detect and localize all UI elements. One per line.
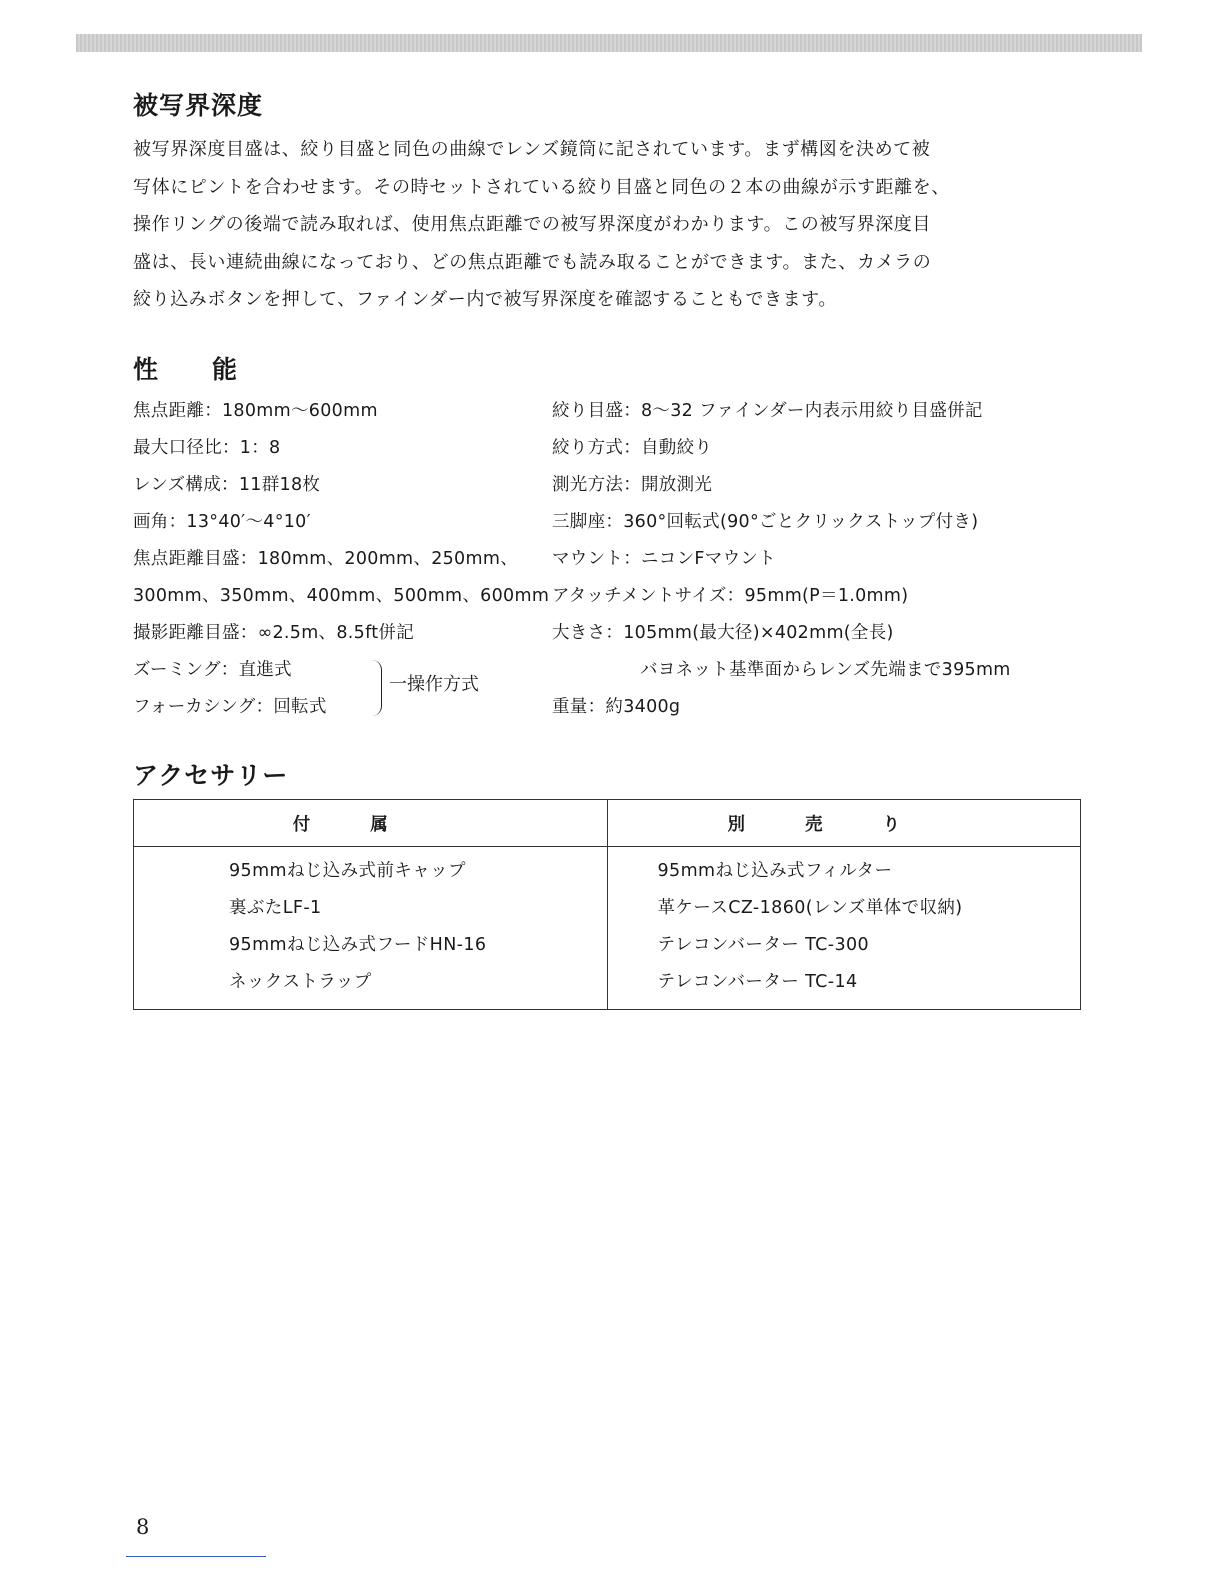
list-item: テレコンバーター TC-300: [657, 935, 870, 955]
depth-of-field-paragraph: [133, 131, 1093, 319]
spec-aperture-scale: 絞り目盛：8～32 ファインダー内表示用絞り目盛併記: [552, 401, 983, 421]
spec-mount: マウント：ニコンFマウント: [552, 549, 776, 569]
paragraph-line: 写体にピントを合わせます。その時セットされている絞り目盛と同色の２本の曲線が示す距離を、: [133, 176, 950, 198]
accessories-title: アクセサリー: [133, 761, 289, 790]
list-item: 95mmねじ込み式フィルター: [657, 861, 893, 881]
spec-angle-of-view: 画角：13°40′～4°10′: [133, 512, 311, 532]
list-item: テレコンバーター TC-14: [657, 972, 858, 992]
spec-dimensions-note: バヨネット基準面からレンズ先端まで395mm: [640, 660, 1011, 680]
included-list: [134, 847, 608, 1010]
spec-diaphragm: 絞り方式：自動絞り: [552, 438, 713, 458]
paragraph-line: 盛は、長い連続曲線になっており、どの焦点距離でも読み取ることができます。また、カメラの: [133, 251, 932, 273]
accessories-table: [133, 799, 1081, 1010]
brace-icon: [371, 660, 382, 716]
performance-title: 性能: [133, 355, 292, 384]
spec-distance-scale: 撮影距離目盛：∞2.5m、8.5ft併記: [133, 623, 415, 643]
paragraph-line: 被写界深度目盛は、絞り目盛と同色の曲線でレンズ鏡筒に記されています。まず構図を決めて被: [133, 139, 931, 160]
header-gray-bar: [76, 34, 1142, 52]
footer-divider: [126, 1556, 266, 1557]
list-item: 95mmねじ込み式フードHN-16: [229, 935, 487, 955]
spec-lens-construction: レンズ構成：11群18枚: [133, 475, 321, 495]
page-number: 8: [136, 1515, 150, 1539]
paragraph-line: 操作リングの後端で読み取れば、使用焦点距離での被写界深度がわかります。この被写界深度目: [133, 214, 931, 235]
operation-method-group: [133, 652, 533, 726]
list-item: 95mmねじ込み式前キャップ: [229, 861, 466, 881]
spec-zooming: ズーミング：直進式: [133, 660, 292, 680]
paragraph-line: 絞り込みボタンを押して、ファインダー内で被写界深度を確認することもできます。: [133, 289, 837, 310]
spec-tripod-mount: 三脚座：360°回転式(90°ごとクリックストップ付き): [552, 512, 979, 532]
specs-left-column: [133, 393, 550, 726]
spec-metering: 測光方法：開放測光: [552, 475, 713, 495]
spec-max-aperture: 最大口径比：1：8: [133, 438, 281, 458]
spec-focusing: フォーカシング：回転式: [133, 697, 327, 717]
spec-weight: 重量：約3400g: [552, 697, 681, 717]
specs-right-column: [552, 393, 1112, 726]
spec-focal-scale-cont: 300mm、350mm、400mm、500mm、600mm: [133, 586, 550, 606]
depth-of-field-title: 被写界深度: [133, 91, 264, 120]
list-item: 裏ぶたLF-1: [229, 898, 322, 918]
included-header: 付属: [134, 800, 608, 847]
spec-dimensions: 大きさ：105mm(最大径)×402mm(全長): [552, 623, 894, 643]
list-item: ネックストラップ: [229, 972, 372, 992]
operation-method-label: 一操作方式: [389, 674, 479, 695]
spec-focal-scale: 焦点距離目盛：180mm、200mm、250mm、: [133, 549, 518, 569]
spec-focal-length: 焦点距離：180mm～600mm: [133, 401, 378, 421]
optional-list: [607, 847, 1081, 1010]
list-item: 革ケースCZ-1860(レンズ単体で収納): [657, 898, 963, 918]
optional-header: 別売り: [607, 800, 1081, 847]
spec-attachment-size: アタッチメントサイズ：95mm(P＝1.0mm): [552, 586, 909, 606]
